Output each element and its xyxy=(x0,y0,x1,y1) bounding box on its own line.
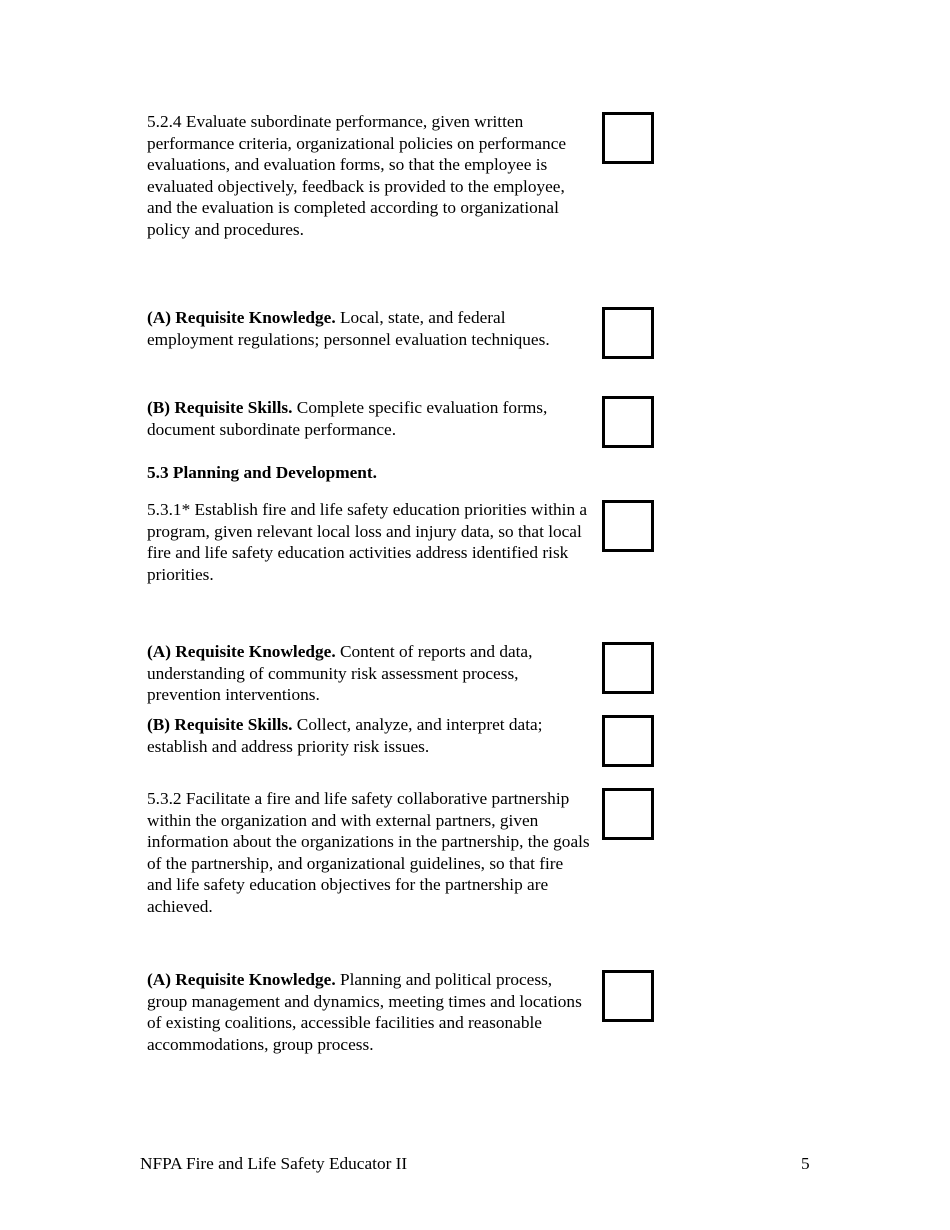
checkbox-5-3-2-knowledge[interactable] xyxy=(602,970,654,1022)
item-text: Planning and political process, group management and dynamics, meeting times and locations of existing coalitions, accessible facilities and reasonable accommodations, group process. xyxy=(147,970,582,1054)
item-5-3-2 xyxy=(147,788,592,918)
item-5-2-4-knowledge xyxy=(147,307,592,350)
item-5-3-1 xyxy=(147,499,592,585)
item-5-3-1-skills xyxy=(147,714,592,757)
item-label: (A) Requisite Knowledge. xyxy=(147,642,336,661)
item-label: (B) Requisite Skills. xyxy=(147,398,293,417)
item-5-2-4-skills xyxy=(147,397,592,440)
footer-title: NFPA Fire and Life Safety Educator II xyxy=(140,1154,408,1173)
item-5-3-2-knowledge xyxy=(147,969,592,1055)
checkbox-5-3-1-knowledge[interactable] xyxy=(602,642,654,694)
item-label: (A) Requisite Knowledge. xyxy=(147,308,336,327)
item-text: Complete specific evaluation forms, document subordinate performance. xyxy=(147,398,548,439)
checkbox-5-2-4-knowledge[interactable] xyxy=(602,307,654,359)
section-heading: 5.3 Planning and Development. xyxy=(147,463,377,482)
item-5-2-4 xyxy=(147,111,592,241)
item-text: 5.2.4 Evaluate subordinate performance, given written performance criteria, organizational policies on performance evaluations, and evaluation forms, so that the employee is evaluated objectively, feedback is provided to the employee, and the evaluation is completed according to organizational policy and procedures. xyxy=(147,112,567,239)
checkbox-5-2-4-skills[interactable] xyxy=(602,396,654,448)
checkbox-5-3-2[interactable] xyxy=(602,788,654,840)
item-text: 5.3.2 Facilitate a fire and life safety collaborative partnership within the organization and with external partners, given information about the organizations in the partnership, the goals of the partnership, and organizational guidelines, so that fire and life safety education objectives for the partnership are achieved. xyxy=(147,789,590,916)
checkbox-5-3-1[interactable] xyxy=(602,500,654,552)
item-label: (B) Requisite Skills. xyxy=(147,715,293,734)
checkbox-5-3-1-skills[interactable] xyxy=(602,715,654,767)
checkbox-5-2-4[interactable] xyxy=(602,112,654,164)
item-text: Local, state, and federal employment regulations; personnel evaluation techniques. xyxy=(147,308,550,349)
item-text: 5.3.1* Establish fire and life safety education priorities within a program, given relevant local loss and injury data, so that local fire and life safety education activities address identified risk priorities. xyxy=(147,500,588,584)
page-number: 5 xyxy=(801,1154,810,1173)
item-label: (A) Requisite Knowledge. xyxy=(147,970,336,989)
item-text: Collect, analyze, and interpret data; establish and address priority risk issues. xyxy=(147,715,543,756)
item-text: Content of reports and data, understanding of community risk assessment process, prevention interventions. xyxy=(147,642,533,705)
item-5-3-1-knowledge xyxy=(147,641,592,706)
